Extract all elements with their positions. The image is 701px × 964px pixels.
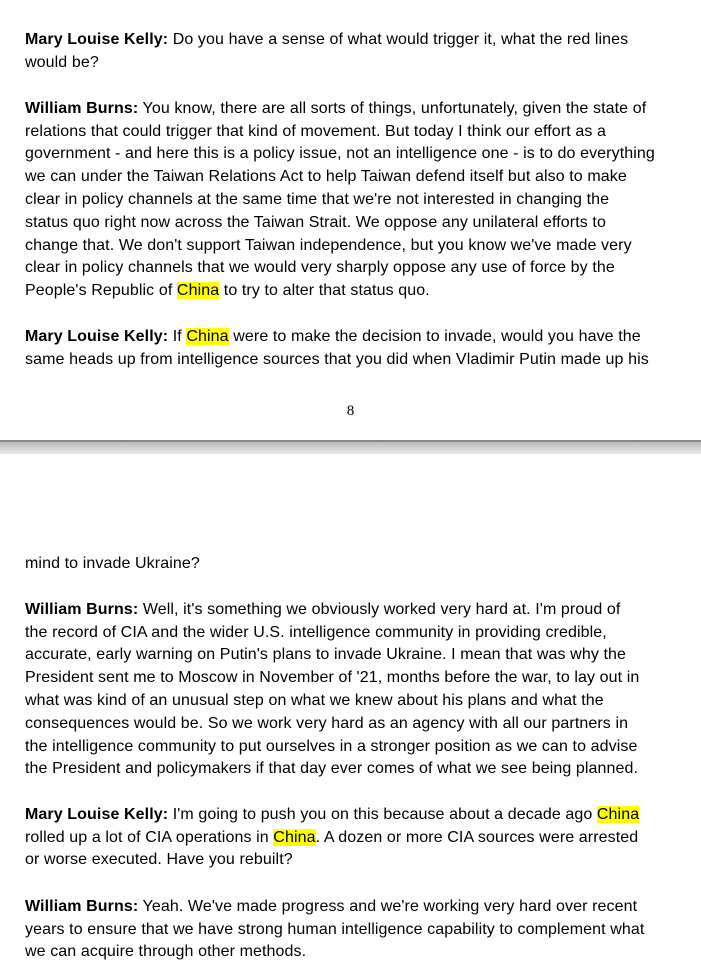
speaker-name: Mary Louise Kelly:	[25, 327, 169, 345]
dialogue-text: Well, it's something we obviously worked very hard at. I'm proud of the record of CIA and the wider U.S. intelligence community in providing credible, accurate, early warning on Putin's plans to invade Ukraine. I mean that was why the President sent me to Moscow in November of '21, months before the war, to lay out in what was kind of an unusual step on what we knew about his plans and what the consequences would be. So we work very hard as an agency with all our partners in the intelligence community to put ourselves in a stronger position as we can to advise the President and policymakers if that day ever comes of what we see being planned.	[25, 600, 640, 778]
dialogue-text: to try to alter that status quo.	[219, 282, 430, 300]
highlighted-term: China	[596, 805, 640, 823]
dialogue-text: Yeah. We've made progress and we're working very hard over recent years to ensure that we have strong human intelligence capability to complement what we can acquire through other methods.	[25, 897, 645, 961]
dialogue-text: . A dozen or more CIA sources were arrested or worse executed. Have you rebuilt?	[25, 828, 639, 869]
dialogue-text: You know, there are all sorts of things, unfortunately, given the state of relations that could trigger that kind of movement. But today I think our effort as a government - and here this is a policy issue, not an intelligence one - is to do everything we can under the Taiwan Relations Act to help Taiwan defend itself but also to make clear in policy channels at the same time that we're not interested in changing the status quo right now across the Taiwan Strait. We oppose any unilateral efforts to change that. We don't support Taiwan independence, but you know we've made very clear in policy channels that we would very sharply oppose any use of force by the People's Republic of	[25, 99, 655, 300]
transcript-paragraph	[25, 873, 695, 964]
transcript-page-9	[0, 454, 701, 961]
dialogue-text: rolled up a lot of CIA operations in	[25, 828, 269, 846]
dialogue-text: Do you have a sense of what would trigger it, what the red lines would be?	[25, 30, 629, 71]
speaker-name: Mary Louise Kelly:	[25, 805, 169, 823]
highlighted-term: China	[186, 327, 229, 345]
transcript-paragraph	[25, 75, 695, 303]
dialogue-text: were to make the decision to invade, would you have the same heads up from intelligence sources that you did when Vladimir Putin made up his	[25, 327, 649, 368]
speaker-name: William Burns:	[25, 600, 139, 618]
page-break-divider	[0, 440, 701, 454]
highlighted-term: China	[273, 828, 316, 846]
page-number: 8	[346, 403, 355, 419]
dialogue-text: If	[168, 327, 187, 345]
transcript-paragraph	[25, 6, 695, 74]
speaker-name: Mary Louise Kelly:	[25, 30, 169, 48]
dialogue-text: mind to invade Ukraine?	[25, 554, 200, 572]
dialogue-text: I'm going to push you on this because about a decade ago	[168, 805, 597, 823]
transcript-paragraph	[25, 303, 695, 371]
transcript-page-8	[0, 0, 701, 440]
transcript-paragraph	[25, 576, 695, 781]
speaker-name: William Burns:	[25, 99, 139, 117]
speaker-name: William Burns:	[25, 897, 139, 915]
transcript-paragraph	[25, 781, 695, 872]
highlighted-term: China	[176, 282, 220, 300]
transcript-paragraph	[25, 530, 695, 576]
